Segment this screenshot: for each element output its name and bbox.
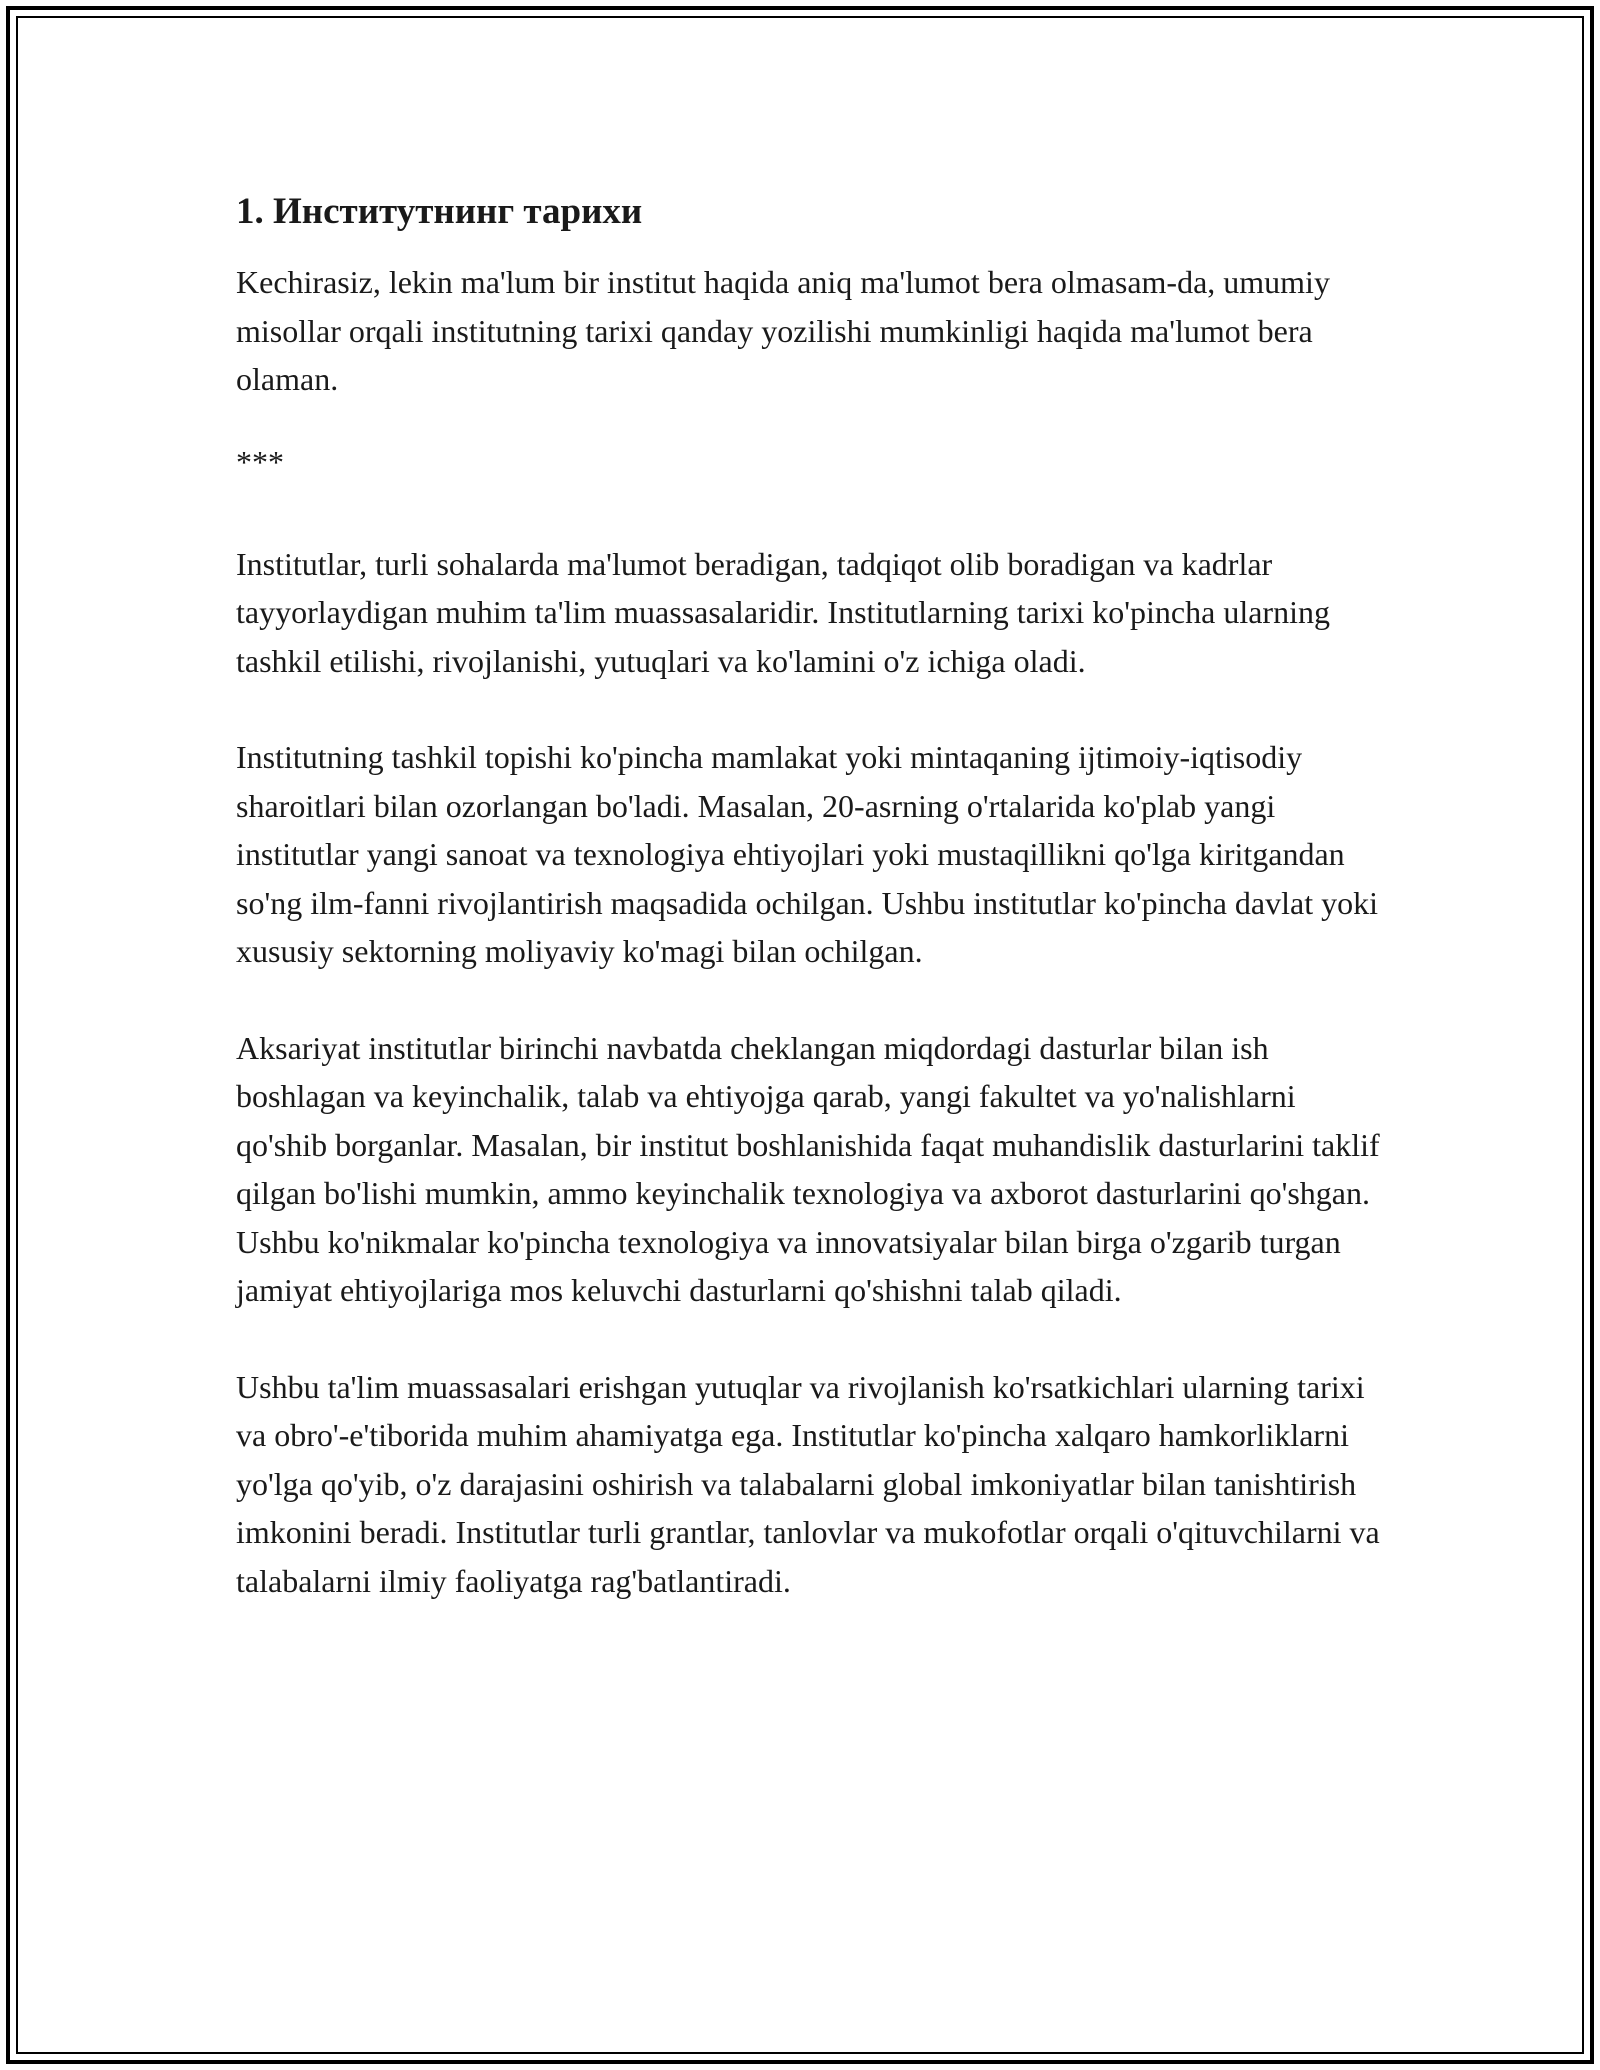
intro-paragraph: Kechirasiz, lekin ma'lum bir institut haqida aniq ma'lumot bera olmasam-da, umumiy misollar orqali institutning tarixi qanday yozilishi mumkinligi haqida ma'lumot bera olaman. bbox=[236, 264, 1330, 397]
paragraph-overview: Institutlar, turli sohalarda ma'lumot beradigan, tadqiqot olib boradigan va kadrlar tayyorlaydigan muhim ta'lim muassasalaridir. Institutlarning tarixi ko'pincha ularning tashkil etilishi, rivojlanishi, yutuqlari va ko'lamini o'z ichiga oladi. bbox=[236, 545, 1330, 679]
document-body bbox=[236, 188, 1386, 1605]
section-separator: *** bbox=[236, 443, 284, 480]
paragraph-achievements: Ushbu ta'lim muassasalari erishgan yutuqlar va rivojlanish ko'rsatkichlari ularning tarixi va obro'-e'tiborida muhim ahamiyatga ega. Institutlar ko'pincha xalqaro hamkorliklarni yo'lga qo'yib, o'z darajasini oshirish va talabalarni global imkoniyatlar bilan tanishtirish imkonini beradi. Institutlar turli grantlar, tanlovlar va mukofotlar orqali o'qituvchilarni va talabalarni ilmiy faoliyatga rag'batlantiradi. bbox=[236, 1368, 1380, 1599]
section-heading: 1. Институтнинг тарихи bbox=[236, 191, 643, 232]
paragraph-founding: Institutning tashkil topishi ko'pincha mamlakat yoki mintaqaning ijtimoiy-iqtisodiy sharoitlari bilan ozorlangan bo'ladi. Masalan, 20-asrning o'rtalarida ko'plab yangi institutlar yangi sanoat va texnologiya ehtiyojlari yoki mustaqillikni qo'lga kiritgandan so'ng ilm-fanni rivojlantirish maqsadida ochilgan. Ushbu institutlar ko'pincha davlat yoki xususiy sektorning moliyaviy ko'magi bilan ochilgan. bbox=[236, 739, 1378, 969]
paragraph-programs: Aksariyat institutlar birinchi navbatda cheklangan miqdordagi dasturlar bilan ish boshlagan va keyinchalik, talab va ehtiyojga qarab, yangi fakultet va yo'nalishlarni qo'shib borganlar. Masalan, bir institut boshlanishida faqat muhandislik dasturlarini taklif qilgan bo'lishi mumkin, ammo keyinchalik texnologiya va axborot dasturlarini qo'shgan. Ushbu ko'nikmalar ko'pincha texnologiya va innovatsiyalar bilan birga o'zgarib turgan jamiyat ehtiyojlariga mos keluvchi dasturlarni qo'shishni talab qiladi. bbox=[236, 1029, 1380, 1308]
